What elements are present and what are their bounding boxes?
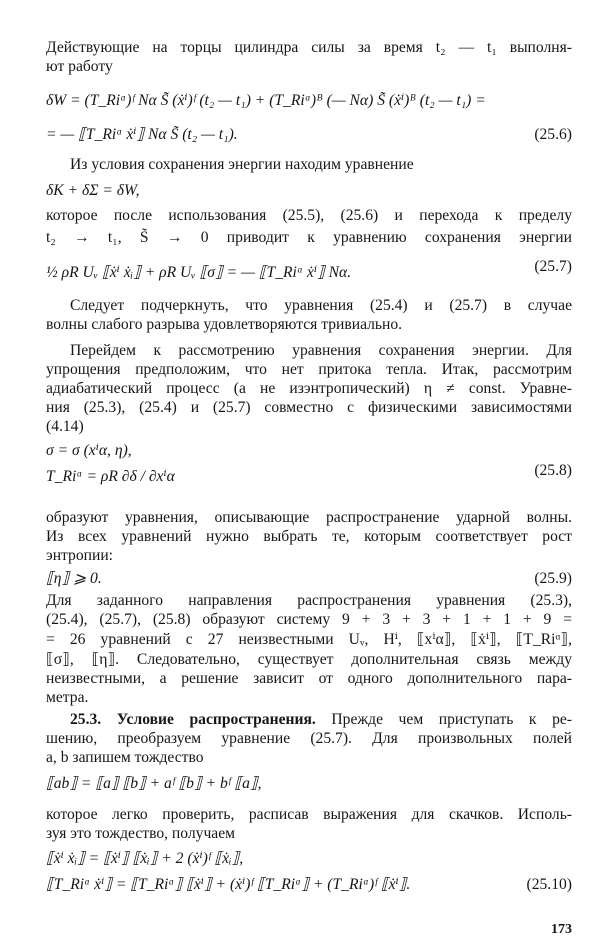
equation-number: (25.9) (534, 570, 572, 587)
paragraph-line: волны слабого разрыва удовлетворяются тривиально. (46, 316, 403, 333)
paragraph-line: образуют уравнения, описывающие распространение ударной волны. (46, 509, 572, 526)
equation-work-line-2 (46, 125, 572, 147)
paragraph-line: (25.4), (25.7), (25.8) образуют систему 9 + 3 + 3 + 1 + 1 + 9 = (46, 611, 572, 628)
formula: T_Riᵅ = ρR ∂δ / ∂xⁱα (46, 468, 175, 485)
formula: δK + δΣ = δW, (46, 182, 140, 199)
equation-number: (25.8) (534, 462, 572, 479)
paragraph-line: упрощения предположим, что нет притока тепла. Итак, рассмотрим (46, 361, 572, 378)
equation-jump-identity (46, 774, 572, 796)
equation-velocity-jump (46, 849, 572, 871)
paragraph-line: Для заданного направления распространения уравнения (25.3), (46, 592, 572, 609)
formula: ½ ρR Uᵥ ⟦ẋⁱ ẋᵢ⟧ + ρR Uᵥ ⟦σ⟧ = — ⟦T_Riᵅ ẋⁱ⟧ Nα. (46, 264, 352, 281)
paragraph-line: которое после использования (25.5), (25.6) и перехода к пределу (46, 207, 572, 224)
paragraph-line: a, b запишем тождество (46, 749, 204, 766)
section-number: 25.3. (70, 711, 102, 728)
paragraph-line: зуя это тождество, получаем (46, 825, 235, 842)
equation-entropy-growth (46, 569, 572, 591)
page-number: 173 (551, 922, 572, 937)
equation-stress-jump (46, 875, 572, 897)
paragraph-line: Действующие на торцы цилиндра силы за время t₂ — t₁ выполня- (46, 39, 572, 56)
paragraph-text: Прежде чем приступать к ре- (315, 711, 572, 728)
equation-energy-balance (46, 181, 572, 203)
paragraph-line: = 26 уравнений с 27 неизвестными Uᵥ, Hⁱ, ⟦xⁱα⟧, ⟦ẋⁱ⟧, ⟦T_Riᵅ⟧, (46, 631, 572, 648)
formula: = — ⟦T_Riᵅ ẋⁱ⟧ Nα S̃ (t₂ — t₁). (46, 126, 238, 143)
formula: δW = (T_Riᵅ)ᶠ Nα S̃ (ẋⁱ)ᶠ (t₂ — t₁) + (T_Riᵅ)ᴮ (— Nα) S̃ (ẋⁱ)ᴮ (t₂ — t₁) = (46, 92, 486, 109)
paragraph-line: метра. (46, 689, 89, 706)
formula: ⟦T_Riᵅ ẋⁱ⟧ = ⟦T_Riᵅ⟧ ⟦ẋⁱ⟧ + (ẋⁱ)ᶠ ⟦T_Riᵅ⟧ + (T_Riᵅ)ᶠ ⟦ẋⁱ⟧. (46, 876, 411, 893)
paragraph-line: которое легко проверить, расписав выражения для скачков. Исполь- (46, 806, 572, 823)
paragraph-line: энтропии: (46, 547, 114, 564)
equation-number: (25.7) (534, 258, 572, 275)
formula: σ = σ (xⁱα, η), (46, 442, 132, 459)
paragraph-line: (4.14) (46, 418, 84, 435)
paragraph-line: неизвестными, а решение зависит от одного дополнительного пара- (46, 670, 572, 687)
equation-number: (25.6) (534, 126, 572, 143)
paragraph-line: Следует подчеркнуть, что уравнения (25.4) и (25.7) в случае (70, 297, 572, 314)
paragraph-line: Из всех уравнений нужно выбрать те, которым соответствует рост (46, 528, 572, 545)
equation-work-line-1 (46, 91, 572, 113)
paragraph-line: ⟦σ⟧, ⟦η⟧. Следовательно, существует дополнительная связь между (46, 651, 572, 668)
paragraph-line: шению, преобразуем уравнение (25.7). Для произвольных полей (46, 730, 572, 747)
formula: ⟦ab⟧ = ⟦a⟧ ⟦b⟧ + aᶠ ⟦b⟧ + bᶠ ⟦a⟧, (46, 775, 262, 792)
paragraph-line: адиабатический процесс (а не изэнтропический) η ≠ const. Уравне- (46, 380, 572, 397)
equation-piola-stress (46, 453, 572, 503)
equation-energy-conservation (46, 249, 572, 299)
formula: ⟦ẋⁱ ẋᵢ⟧ = ⟦ẋⁱ⟧ ⟦ẋᵢ⟧ + 2 (ẋⁱ)ᶠ ⟦ẋᵢ⟧, (46, 850, 244, 867)
paragraph-line: t₂ → t₁, S̃ → 0 приводит к уравнению сохранения энергии (46, 229, 572, 246)
paragraph-line: Из условия сохранения энергии находим уравнение (70, 156, 414, 173)
section-title: Условие распространения. (116, 711, 316, 728)
paragraph-line: ют работу (46, 58, 113, 75)
formula: ⟦η⟧ ⩾ 0. (46, 570, 102, 587)
equation-number: (25.10) (526, 876, 572, 893)
section-heading-line (46, 710, 572, 729)
paragraph-line: Перейдем к рассмотрению уравнения сохранения энергии. Для (70, 342, 572, 359)
paragraph-line: ния (25.3), (25.4) и (25.7) совместно с физическими зависимостями (46, 399, 572, 416)
